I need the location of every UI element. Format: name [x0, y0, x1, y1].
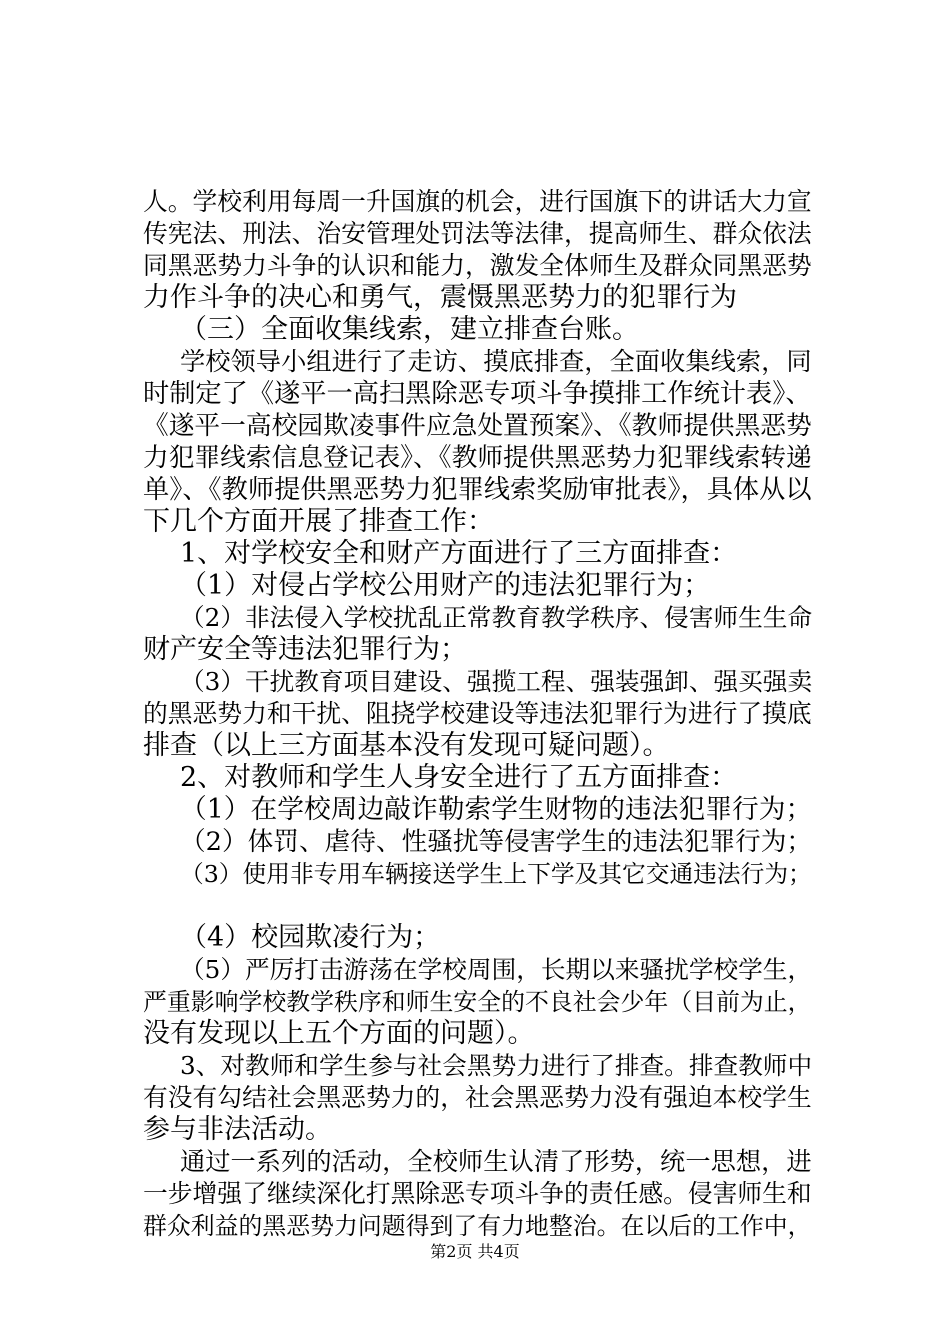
paragraph-line: 排查（以上三方面基本没有发现可疑问题）。 — [143, 730, 670, 761]
paragraph-line: 力犯罪线索信息登记表》、《教师提供黑恶势力犯罪线索转递 — [143, 443, 812, 473]
paragraph-line: 《遂平一高校园欺凌事件应急处置预案》、《教师提供黑恶势 — [143, 411, 812, 441]
paragraph-line: 一步增强了继续深化打黑除恶专项斗争的责任感。侵害师生和 — [143, 1179, 812, 1208]
paragraph-line: 单》、《教师提供黑恶势力犯罪线索奖励审批表》，具体从以 — [143, 475, 812, 505]
paragraph-line: 下几个方面开展了排查工作： — [143, 506, 494, 537]
paragraph-line: 传宪法、刑法、治安管理处罚法等法律，提高师生、群众依法 — [143, 219, 812, 248]
section-heading: （三）全面收集线索，建立排查台账。 — [180, 314, 639, 345]
numbered-item: 1、对学校安全和财产方面进行了三方面排查： — [180, 538, 738, 569]
paragraph-line: 人。学校利用每周一升国旗的机会，进行国旗下的讲话大力宣 — [143, 187, 812, 216]
paragraph-line: 财产安全等违法犯罪行为； — [143, 634, 467, 665]
paragraph-line: 通过一系列的活动，全校师生认清了形势，统一思想，进 — [180, 1147, 812, 1176]
paragraph-line: 时制定了《遂平一高扫黑除恶专项斗争摸排工作统计表》、 — [143, 379, 812, 409]
sub-item: （3）干扰教育项目建设、强揽工程、强装强卸、强买强卖 — [180, 667, 813, 696]
numbered-item: 3、对教师和学生参与社会黑势力进行了排查。排查教师中 — [180, 1051, 813, 1080]
sub-item: （3）使用非专用车辆接送学生上下学及其它交通违法行为； — [180, 860, 812, 888]
paragraph-line: 严重影响学校教学秩序和师生安全的不良社会少年（目前为止， — [143, 988, 812, 1016]
sub-item: （4）校园欺凌行为； — [180, 922, 441, 953]
paragraph-line: 力作斗争的决心和勇气，震慑黑恶势力的犯罪行为 — [143, 282, 737, 313]
sub-item: （2）非法侵入学校扰乱正常教育教学秩序、侵害师生生命 — [180, 603, 813, 632]
page-number-footer: 第2页 共4页 — [430, 1242, 520, 1261]
numbered-item: 2、对教师和学生人身安全进行了五方面排查： — [180, 762, 738, 793]
sub-item: （5）严厉打击游荡在学校周围，长期以来骚扰学校学生， — [180, 955, 813, 984]
paragraph-line: 同黑恶势力斗争的认识和能力，激发全体师生及群众同黑恶势 — [143, 251, 812, 280]
paragraph-line: 学校领导小组进行了走访、摸底排查，全面收集线索，同 — [180, 347, 812, 376]
sub-item: （1）在学校周边敲诈勒索学生财物的违法犯罪行为； — [180, 794, 813, 825]
paragraph-line: 没有发现以上五个方面的问题）。 — [143, 1018, 535, 1049]
sub-item: （2）体罚、虐待、性骚扰等侵害学生的违法犯罪行为； — [180, 827, 813, 857]
paragraph-line: 参与非法活动。 — [143, 1114, 332, 1145]
paragraph-line: 有没有勾结社会黑恶势力的，社会黑恶势力没有强迫本校学生 — [143, 1083, 812, 1112]
sub-item: （1）对侵占学校公用财产的违法犯罪行为； — [180, 570, 711, 601]
paragraph-line: 的黑恶势力和干扰、阻挠学校建设等违法犯罪行为进行了摸底 — [143, 699, 812, 728]
paragraph-line: 群众利益的黑恶势力问题得到了有力地整治。在以后的工作中， — [143, 1212, 812, 1240]
